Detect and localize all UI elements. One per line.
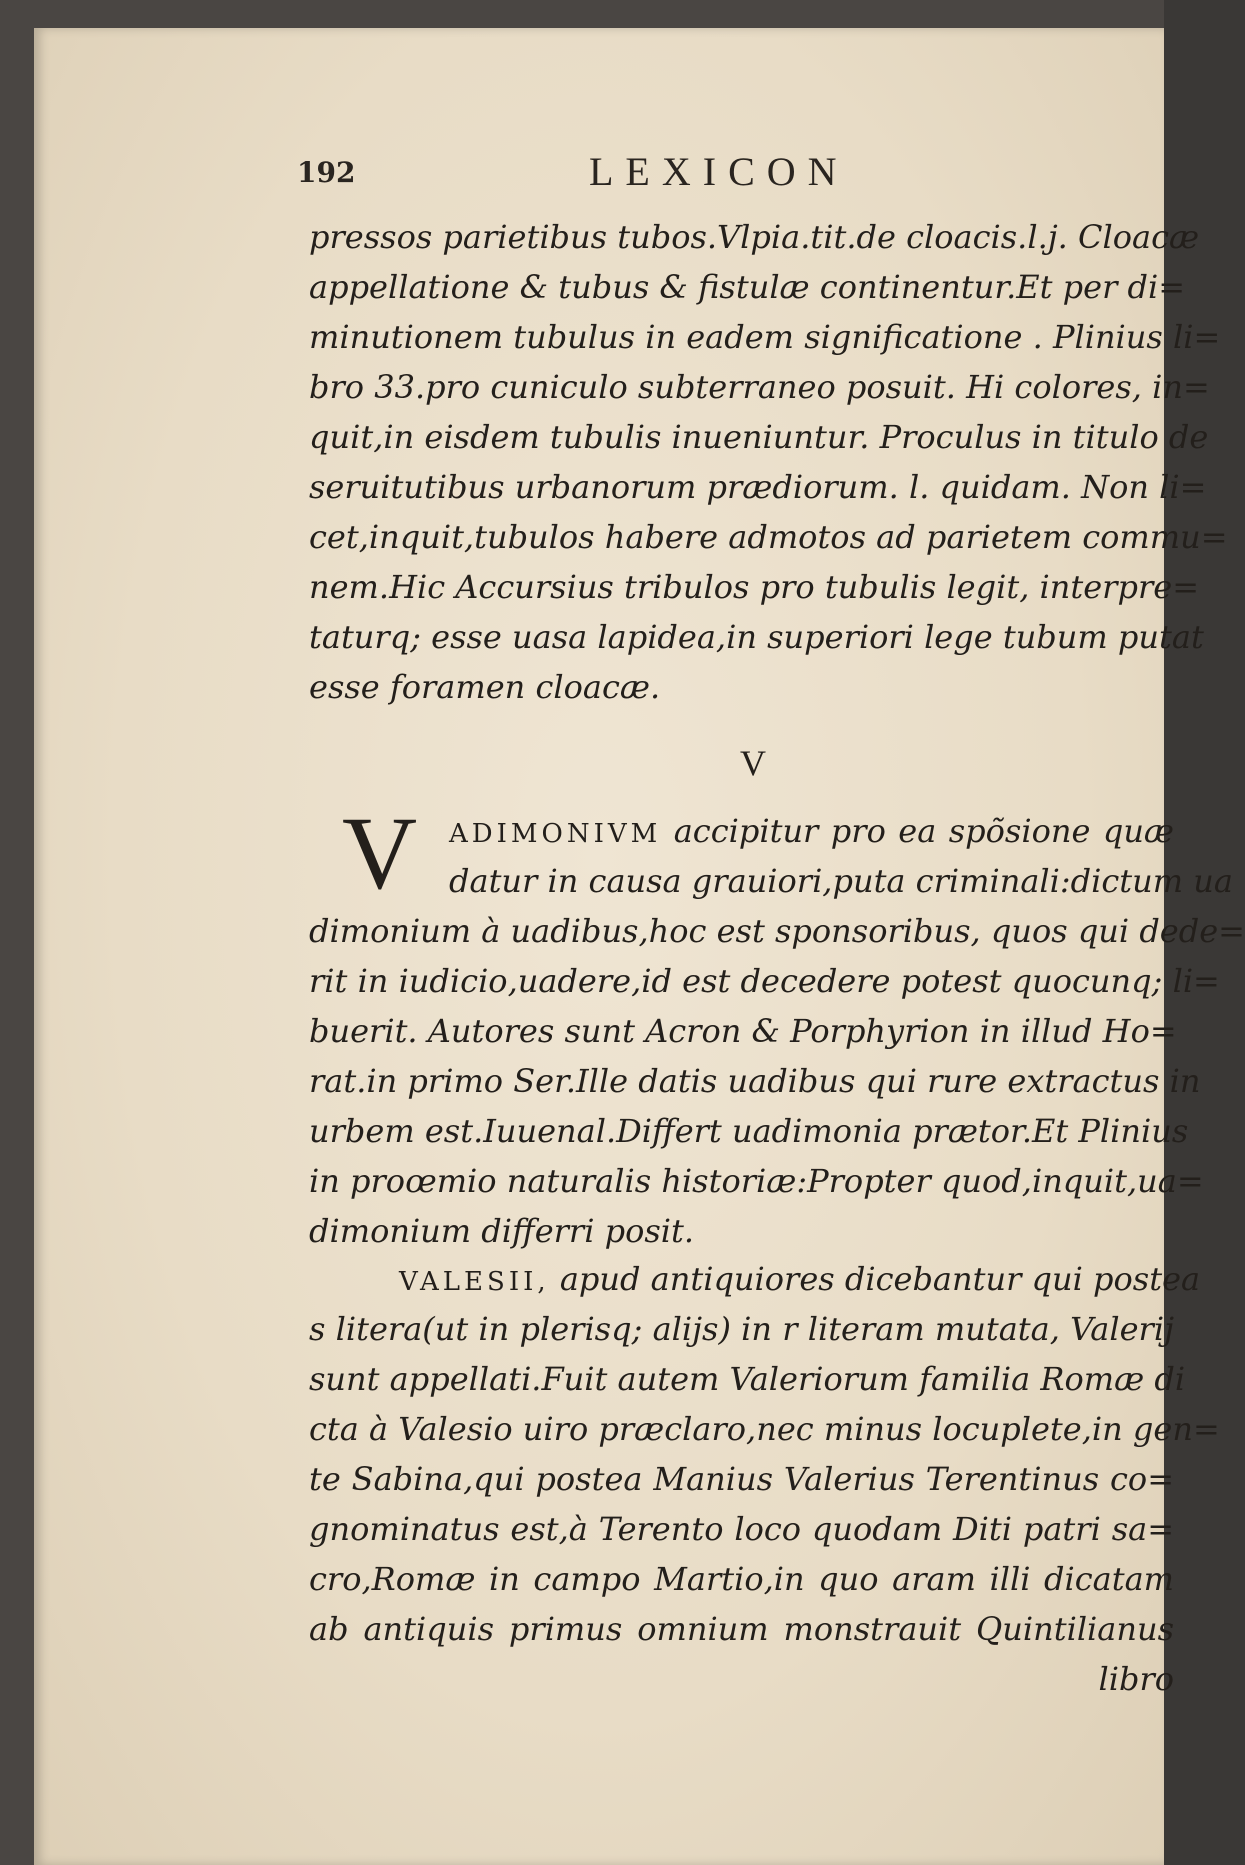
- entry-headword: ADIMONIVM: [449, 819, 662, 849]
- book-page: [34, 28, 1245, 1865]
- entry-valesii: [309, 1254, 1220, 1704]
- text-line: seruitutibus urbanorum prædiorum. l. quidam. Non li=: [309, 468, 1207, 506]
- entry-vadimonium: [309, 806, 1245, 1256]
- entry-headword: VALESII,: [399, 1267, 550, 1297]
- text-line: in proœmio naturalis historiæ:Propter quod,inquit,ua=: [309, 1162, 1204, 1200]
- text-line: minutionem tubulus in eadem significatione . Plinius li=: [309, 318, 1221, 356]
- text-line: s litera(ut in plerisq; alijs) in r literam mutata, Valerij: [309, 1310, 1174, 1348]
- text-line: rat.in primo Ser.Ille datis uadibus qui rure extractus in: [309, 1062, 1201, 1100]
- text-line: cet,inquit,tubulos habere admotos ad parietem commu=: [309, 518, 1228, 556]
- text-line: rit in iudicio,uadere,id est decedere potest quocunq; li=: [309, 962, 1220, 1000]
- drop-cap: V: [342, 796, 418, 911]
- text-line: sunt appellati.Fuit autem Valeriorum familia Romæ di: [309, 1360, 1186, 1398]
- text-line: ab antiquis primus omnium monstrauit Quintilianus: [309, 1610, 1174, 1648]
- entry-first-line: [309, 806, 1174, 856]
- entry-first-line-text: apud antiquiores dicebantur qui postea: [559, 1260, 1201, 1298]
- text-line: esse foramen cloacæ.: [309, 668, 661, 706]
- text-line: taturq; esse uasa lapidea,in superiori lege tubum putat: [309, 618, 1204, 656]
- text-line: datur in causa grauiori,puta criminali:dictum ua: [449, 862, 1233, 900]
- entry-first-line: [309, 1254, 1201, 1304]
- catchword: libro: [1098, 1660, 1174, 1698]
- text-line: pressos parietibus tubos.Vlpia.tit.de cloacis.l.j. Cloacæ: [309, 218, 1200, 256]
- page-number: 192: [297, 156, 356, 189]
- text-line: appellatione & tubus & fistulæ continentur.Et per di=: [309, 268, 1186, 306]
- section-letter-heading: V: [740, 743, 766, 783]
- text-line: gnominatus est,à Terento loco quodam Diti patri sa=: [309, 1510, 1174, 1548]
- text-line: urbem est.Iuuenal.Differt uadimonia prætor.Et Plinius: [309, 1112, 1189, 1150]
- text-line: buerit. Autores sunt Acron & Porphyrion in illud Ho=: [309, 1012, 1177, 1050]
- text-block-continued: [309, 212, 1228, 712]
- text-line: cro,Romæ in campo Martio,in quo aram illi dicatam: [309, 1560, 1174, 1598]
- text-line: nem.Hic Accursius tribulos pro tubulis legit, interpre=: [309, 568, 1199, 606]
- entry-first-line-text: accipitur pro ea spõsione quæ: [673, 812, 1175, 850]
- running-head: LEXICON: [589, 149, 849, 194]
- text-line: dimonium differri posit.: [309, 1212, 695, 1250]
- page-header: [34, 146, 1164, 196]
- text-line: cta à Valesio uiro præclaro,nec minus locuplete,in gen=: [309, 1410, 1220, 1448]
- text-line: dimonium à uadibus,hoc est sponsoribus, quos qui dede=: [309, 912, 1245, 950]
- text-line: te Sabina,qui postea Manius Valerius Terentinus co=: [309, 1460, 1174, 1498]
- text-line: quit,in eisdem tubulis inueniuntur. Proculus in titulo de: [309, 418, 1209, 456]
- text-line: bro 33.pro cuniculo subterraneo posuit. Hi colores, in=: [309, 368, 1210, 406]
